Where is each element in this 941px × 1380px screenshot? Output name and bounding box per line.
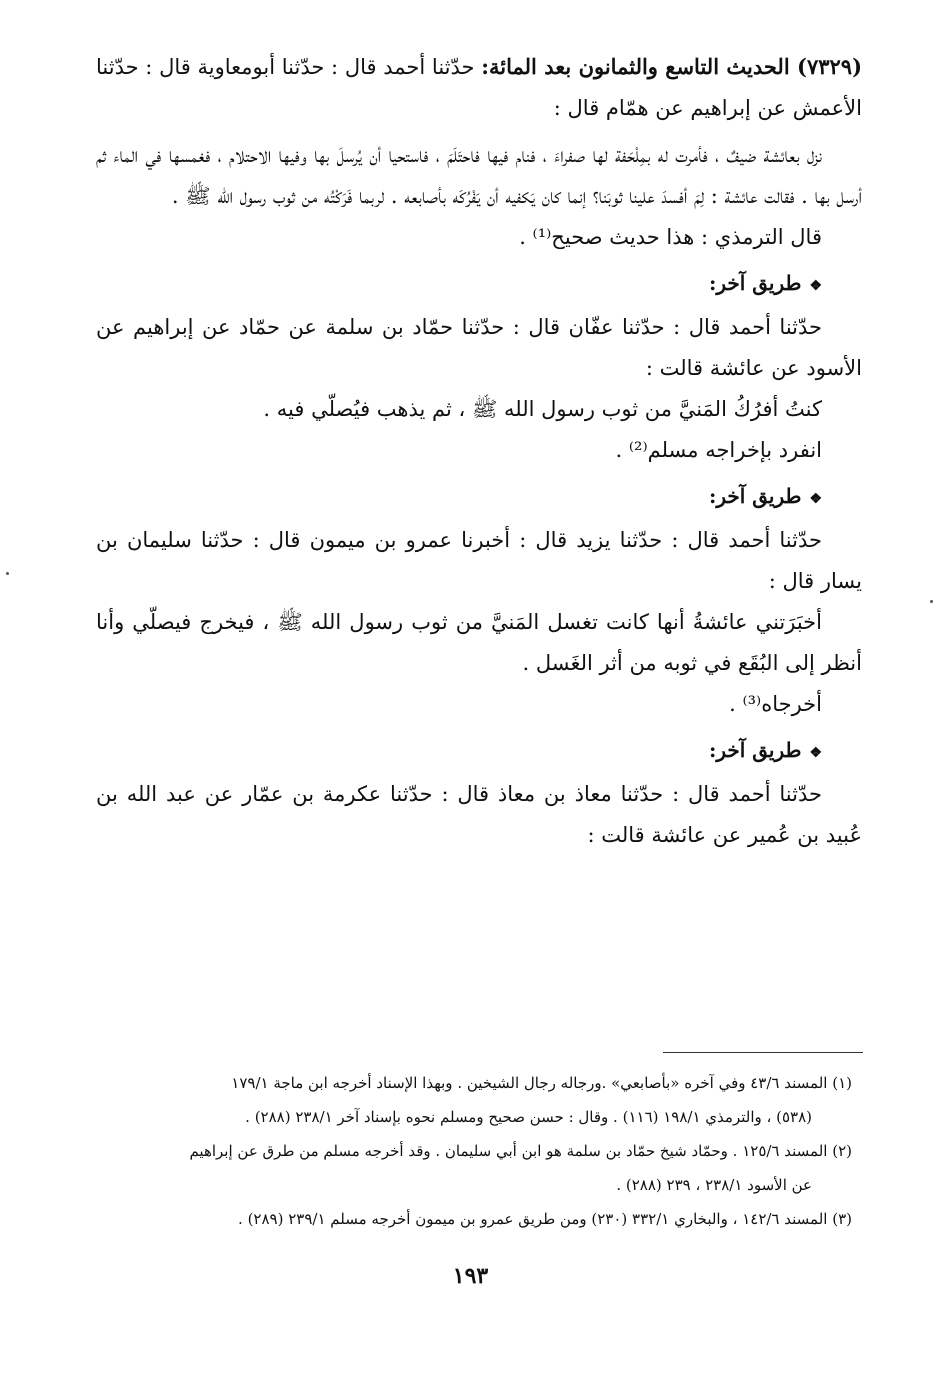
route-heading-1: ❖طريق آخر: — [708, 271, 822, 295]
route-isnad-1: حدّثنا أحمد قال : حدّثنا عفّان قال : حدّثنا حمّاد بن سلمة عن حمّاد عن إبراهيم عن الأسود عن عائشة قالت : — [96, 315, 862, 380]
footnote-3: (٣) المسند ١٤٢/٦ ، والبخاري ٣٣٢/١ (٢٣٠) ومن طريق عمرو بن ميمون أخرجه مسلم ٢٣٩/١ (٢٨٩) . — [238, 1210, 852, 1228]
hadith-text: نزل بعائشة ضيفٌ ، فأمرت له بمِلْحَفة لها صفراءَ ، فنام فيها فاحتَلَمَ ، فاستحيا أن يُرسلَ بها وفيها الاحتلام ، فغمسها في الماء ثم أرسل بها . فقالت عائشة : لِمَ أفسدَ علينا ثوبَنا؟ إنما كان يَكفيه أن يَفْرُكَه بأصابعه . لربما فَرَكْتُه من ثوب رسول الله ﷺ . — [96, 143, 862, 208]
hadith-title: (٧٣٢٩) الحديث التاسع والثمانون بعد المائة: — [481, 54, 862, 79]
hadith-intro: حدّثنا أحمد قال : حدّثنا أبومعاوية قال : حدّثنا الأعمش عن إبراهيم عن همّام قال : — [96, 55, 862, 120]
hadith-grading: قال الترمذي : هذا حديث صحيح⁽¹⁾ . — [519, 225, 822, 249]
scan-speck — [6, 572, 9, 575]
page-number: ١٩٣ — [452, 1263, 489, 1289]
route-heading-2: ❖طريق آخر: — [708, 484, 822, 508]
footnote-2: (٢) المسند ١٢٥/٦ . وحمّاد شيخ حمّاد بن سلمة هو ابن أبي سليمان . وقد أخرجه مسلم من طرق عن إبراهيم — [189, 1142, 852, 1160]
scan-speck — [930, 600, 933, 603]
route-text-2: أخبَرَتني عائشةُ أنها كانت تغسل المَنيَّ من ثوب رسول الله ﷺ ، فيخرج فيصلّي وأنا أنظر إلى البُقَع في ثوبه من أثر الغَسل . — [96, 610, 862, 675]
route-note-1: انفرد بإخراجه مسلم⁽²⁾ . — [615, 438, 822, 462]
hadith-heading — [96, 46, 862, 129]
footnote-1-cont: (٥٣٨) ، والترمذي ١٩٨/١ (١١٦) . وقال : حسن صحيح ومسلم نحوه بإسناد آخر ٢٣٨/١ (٢٨٨) . — [245, 1108, 812, 1126]
route-isnad-2: حدّثنا أحمد قال : حدّثنا يزيد قال : أخبرنا عمرو بن ميمون قال : حدّثنا سليمان بن يسار قال : — [96, 528, 862, 593]
route-isnad-3: حدّثنا أحمد قال : حدّثنا معاذ بن معاذ قال : حدّثنا عكرمة بن عمّار عن عبد الله بن عُبيد بن عُمير عن عائشة قالت : — [96, 782, 862, 847]
route-heading-3: ❖طريق آخر: — [708, 738, 822, 762]
route-note-2: أخرجاه⁽³⁾ . — [729, 692, 822, 716]
diamond-icon: ❖ — [809, 745, 822, 761]
main-text — [96, 46, 862, 856]
diamond-icon: ❖ — [809, 491, 822, 507]
diamond-icon: ❖ — [809, 278, 822, 294]
route-text-1: كنتُ أفرُكُ المَنيَّ من ثوب رسول الله ﷺ ، ثم يذهب فيُصلّي فيه . — [263, 397, 822, 421]
footnote-1: (١) المسند ٤٣/٦ وفي آخره «بأصابعي» .ورجاله رجال الشيخين . وبهذا الإسناد أخرجه ابن ماجة ١٧٩/١ — [231, 1074, 852, 1092]
footnotes — [90, 1066, 852, 1236]
footnote-2-cont: عن الأسود ٢٣٨/١ ، ٢٣٩ (٢٨٨) . — [616, 1176, 812, 1194]
footnote-divider — [663, 1052, 863, 1053]
